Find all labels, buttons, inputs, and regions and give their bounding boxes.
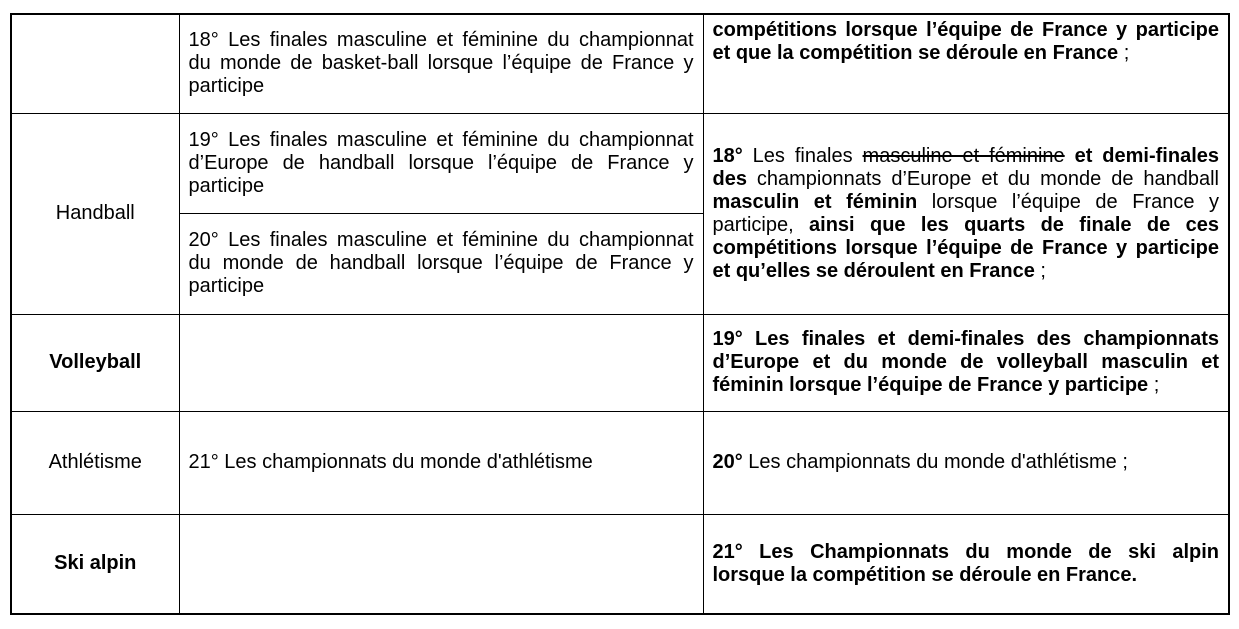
cell-sport-empty (11, 14, 179, 113)
cell-new-18-handball: 18° Les finales masculine et féminine et demi-finales des championnats d’Europe et du monde de handball masculin et féminin lorsque l’équipe de France y participe, ainsi que les quarts de finale de ces compétitions lorsque l’équipe de France y participe et qu’elles se déroulent en France ; (703, 113, 1229, 314)
cell-old-volleyball-empty (179, 314, 703, 411)
cell-old-19-handball-europe: 19° Les finales masculine et féminine du championnat d’Europe de handball lorsque l’équipe de France y participe (179, 113, 703, 213)
cell-new-19-volleyball: 19° Les finales et demi-finales des championnats d’Europe et du monde de volleyball masculin et féminin lorsque l’équipe de France y participe ; (703, 314, 1229, 411)
table-row-volleyball (11, 314, 1229, 411)
cell-new-21-ski-alpin: 21° Les Championnats du monde de ski alpin lorsque la compétition se déroule en France. (703, 514, 1229, 614)
cell-sport-volleyball: Volleyball (11, 314, 179, 411)
cell-sport-ski-alpin: Ski alpin (11, 514, 179, 614)
table-row-handball-a (11, 113, 1229, 213)
cell-new-20-athletisme: 20° Les championnats du monde d'athlétisme ; (703, 411, 1229, 514)
cell-sport-athletisme: Athlétisme (11, 411, 179, 514)
table-row-ski-alpin (11, 514, 1229, 614)
cell-new-basketball-continuation: compétitions lorsque l’équipe de France y participe et que la compétition se déroule en France ; (703, 14, 1229, 113)
cell-old-18-basketball: 18° Les finales masculine et féminine du championnat du monde de basket-ball lorsque l’équipe de France y participe (179, 14, 703, 113)
table-row-athletisme (11, 411, 1229, 514)
cell-old-20-handball-monde: 20° Les finales masculine et féminine du championnat du monde de handball lorsque l’équipe de France y participe (179, 213, 703, 314)
cell-old-ski-empty (179, 514, 703, 614)
cell-old-21-athletisme: 21° Les championnats du monde d'athlétisme (179, 411, 703, 514)
comparison-table (10, 13, 1230, 615)
table-row-basketball (11, 14, 1229, 113)
cell-sport-handball: Handball (11, 113, 179, 314)
